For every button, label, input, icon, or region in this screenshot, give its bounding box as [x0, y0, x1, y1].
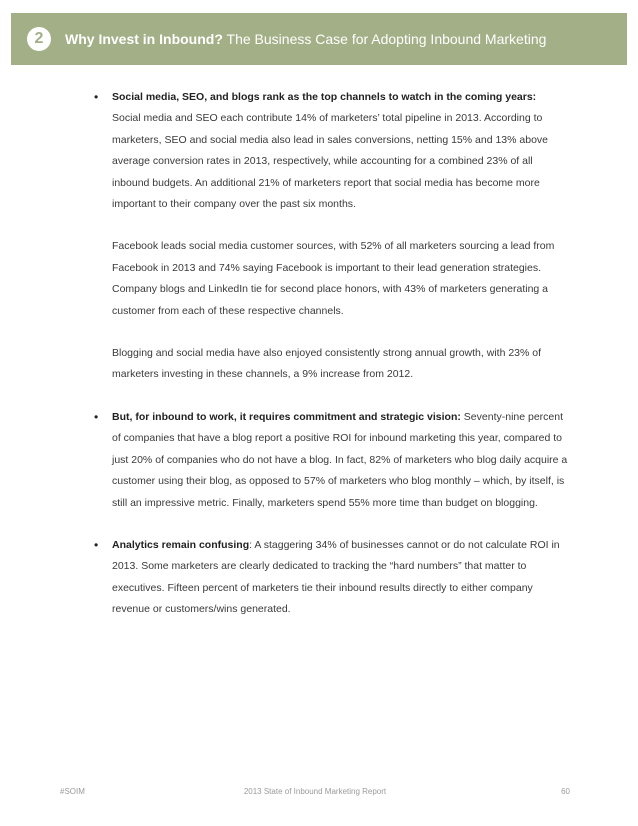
main-content	[94, 87, 572, 621]
section-title-bold: Why Invest in Inbound?	[65, 31, 223, 47]
page-footer	[60, 787, 570, 801]
bullet-text: Seventy-nine percent of companies that have a blog report a positive ROI for inbound marketing this year, compared to just 20% of companies who do not have a blog. In fact, 82% of marketers who blog daily acquire a customer using their blog, as opposed to 57% of marketers who blog monthly – which, by itself, is still an impressive metric. Finally, marketers spend 55% more time than budget on blogging.	[112, 410, 568, 509]
paragraph: Blogging and social media have also enjoyed consistently strong annual growth, with 23% of marketers investing in these channels, a 9% increase from 2012.	[112, 347, 542, 381]
bullet-icon: •	[94, 409, 99, 424]
bullet-item	[94, 535, 572, 621]
section-title-rest: The Business Case for Adopting Inbound Marketing	[226, 31, 547, 47]
section-header	[11, 13, 627, 65]
paragraph	[112, 407, 572, 514]
paragraph: Facebook leads social media customer sources, with 52% of all marketers sourcing a lead from Facebook in 2013 and 74% saying Facebook is important to their lead generation strategies. Company blogs and LinkedIn tie for second place honors, with 43% of marketers generating a customer from each of these respective channels.	[112, 240, 555, 317]
bullet-text: : A staggering 34% of businesses cannot or do not calculate ROI in 2013. Some marketers are clearly dedicated to tracking the “hard numbers” that matter to executives. Fifteen percent of marketers tie their inbound results directly to either company revenue or customers/wins generated.	[112, 538, 560, 616]
footer-hashtag: #SOIM	[60, 787, 85, 796]
page-number: 60	[561, 787, 570, 796]
bullet-icon: •	[94, 537, 99, 552]
section-number-badge: 2	[27, 27, 51, 51]
paragraph: Social media and SEO each contribute 14% of marketers’ total pipeline in 2013. According to marketers, SEO and social media also lead in sales conversions, netting 15% and 13% above average conversion rates in 2013, respectively, while accounting for a combined 23% of all inbound budgets. An additional 21% of marketers report that social media has become more important to their company over the past six months.	[112, 112, 548, 211]
bullet-lead: But, for inbound to work, it requires commitment and strategic vision:	[112, 410, 461, 423]
bullet-item	[94, 407, 572, 514]
paragraph	[112, 535, 572, 621]
bullet-item	[94, 87, 572, 386]
section-title	[65, 31, 546, 47]
bullet-icon: •	[94, 90, 99, 104]
bullet-lead: Social media, SEO, and blogs rank as the top channels to watch in the coming years:	[112, 91, 537, 103]
bullet-lead: Analytics remain confusing	[112, 538, 250, 551]
footer-report-title: 2013 State of Inbound Marketing Report	[243, 787, 387, 796]
